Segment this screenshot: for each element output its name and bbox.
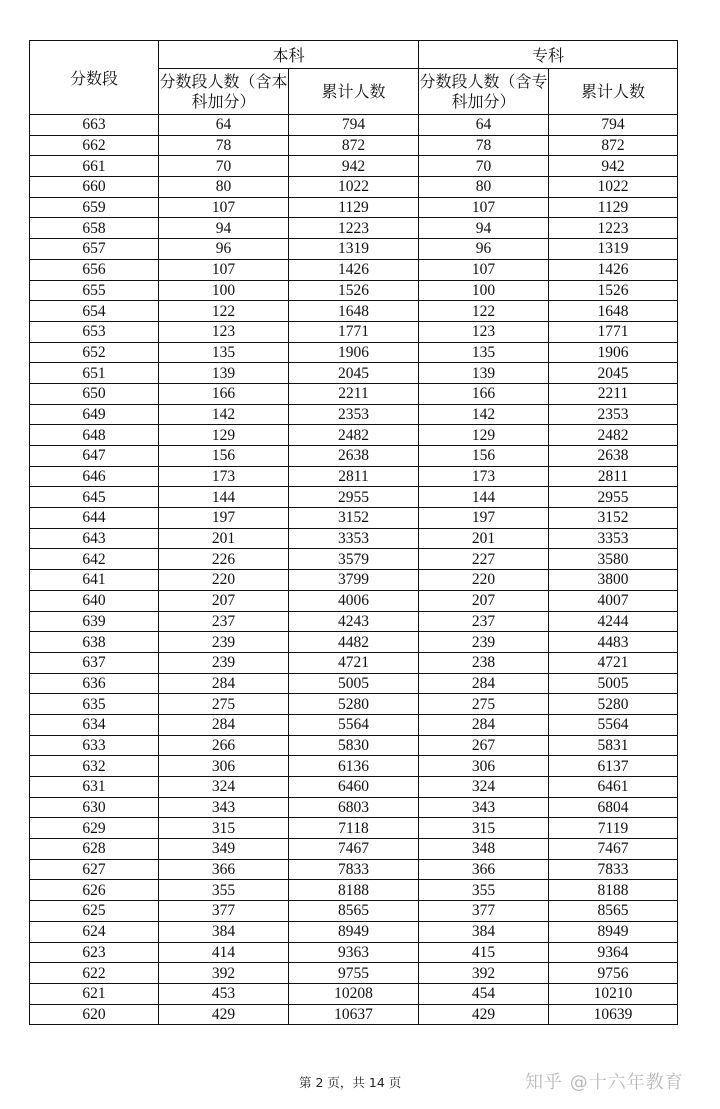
cell-score: 654	[30, 301, 159, 322]
cell-score: 657	[30, 239, 159, 260]
cell-undergrad-cumulative: 2211	[289, 383, 419, 404]
cell-undergrad-cumulative: 2811	[289, 466, 419, 487]
cell-junior-count: 366	[419, 859, 549, 880]
cell-junior-cumulative: 2211	[549, 383, 678, 404]
cell-undergrad-count: 70	[159, 156, 289, 177]
cell-undergrad-count: 220	[159, 570, 289, 591]
cell-junior-cumulative: 7119	[549, 818, 678, 839]
cell-junior-cumulative: 6461	[549, 777, 678, 798]
header-score-segment: 分数段	[30, 41, 159, 115]
cell-score: 640	[30, 590, 159, 611]
cell-junior-cumulative: 3152	[549, 508, 678, 529]
cell-undergrad-cumulative: 7118	[289, 818, 419, 839]
cell-junior-count: 107	[419, 259, 549, 280]
cell-score: 633	[30, 735, 159, 756]
cell-undergrad-count: 96	[159, 239, 289, 260]
cell-junior-cumulative: 1771	[549, 321, 678, 342]
cell-score: 652	[30, 342, 159, 363]
cell-score: 622	[30, 963, 159, 984]
cell-junior-cumulative: 3353	[549, 528, 678, 549]
table-row	[30, 446, 678, 467]
cell-undergrad-count: 384	[159, 921, 289, 942]
cell-junior-cumulative: 2482	[549, 425, 678, 446]
page-number: 第 2 页，共 14 页	[299, 1075, 402, 1090]
cell-junior-cumulative: 1426	[549, 259, 678, 280]
cell-junior-count: 324	[419, 777, 549, 798]
cell-score: 658	[30, 218, 159, 239]
cell-junior-cumulative: 5831	[549, 735, 678, 756]
table-row	[30, 549, 678, 570]
table-row	[30, 777, 678, 798]
table-row	[30, 508, 678, 529]
table-row	[30, 570, 678, 591]
header-undergrad-cumulative: 累计人数	[289, 69, 419, 115]
cell-undergrad-count: 392	[159, 963, 289, 984]
header-undergrad: 本科	[159, 41, 419, 69]
table-row	[30, 259, 678, 280]
cell-undergrad-count: 201	[159, 528, 289, 549]
cell-junior-cumulative: 1648	[549, 301, 678, 322]
cell-junior-count: 306	[419, 756, 549, 777]
cell-junior-cumulative: 8188	[549, 880, 678, 901]
cell-junior-count: 315	[419, 818, 549, 839]
cell-junior-cumulative: 8565	[549, 901, 678, 922]
table-row	[30, 839, 678, 860]
cell-junior-cumulative: 3580	[549, 549, 678, 570]
cell-junior-cumulative: 4483	[549, 632, 678, 653]
cell-score: 660	[30, 177, 159, 198]
table-row	[30, 156, 678, 177]
table-row	[30, 280, 678, 301]
cell-undergrad-count: 343	[159, 797, 289, 818]
cell-junior-count: 415	[419, 942, 549, 963]
cell-undergrad-count: 266	[159, 735, 289, 756]
cell-undergrad-count: 306	[159, 756, 289, 777]
cell-junior-count: 275	[419, 694, 549, 715]
cell-junior-cumulative: 10639	[549, 1004, 678, 1025]
cell-undergrad-count: 284	[159, 714, 289, 735]
cell-junior-cumulative: 872	[549, 135, 678, 156]
cell-undergrad-cumulative: 6803	[289, 797, 419, 818]
table-row	[30, 404, 678, 425]
cell-undergrad-cumulative: 794	[289, 115, 419, 136]
cell-junior-count: 284	[419, 714, 549, 735]
cell-score: 627	[30, 859, 159, 880]
cell-junior-count: 80	[419, 177, 549, 198]
cell-score: 644	[30, 508, 159, 529]
cell-junior-count: 173	[419, 466, 549, 487]
cell-undergrad-cumulative: 6460	[289, 777, 419, 798]
table-row	[30, 880, 678, 901]
table-row	[30, 321, 678, 342]
cell-score: 656	[30, 259, 159, 280]
cell-junior-cumulative: 5005	[549, 673, 678, 694]
cell-undergrad-count: 107	[159, 259, 289, 280]
cell-undergrad-cumulative: 8565	[289, 901, 419, 922]
cell-undergrad-count: 207	[159, 590, 289, 611]
cell-undergrad-cumulative: 3579	[289, 549, 419, 570]
cell-score: 661	[30, 156, 159, 177]
table-row	[30, 342, 678, 363]
cell-junior-cumulative: 7467	[549, 839, 678, 860]
cell-junior-cumulative: 6137	[549, 756, 678, 777]
cell-undergrad-cumulative: 5005	[289, 673, 419, 694]
table-row	[30, 115, 678, 136]
cell-junior-count: 348	[419, 839, 549, 860]
cell-undergrad-cumulative: 4243	[289, 611, 419, 632]
header-junior: 专科	[419, 41, 678, 69]
cell-undergrad-count: 453	[159, 983, 289, 1004]
cell-score: 646	[30, 466, 159, 487]
cell-undergrad-count: 80	[159, 177, 289, 198]
cell-score: 655	[30, 280, 159, 301]
cell-undergrad-count: 197	[159, 508, 289, 529]
cell-junior-count: 135	[419, 342, 549, 363]
cell-score: 643	[30, 528, 159, 549]
cell-junior-cumulative: 794	[549, 115, 678, 136]
table-row	[30, 632, 678, 653]
table-row	[30, 135, 678, 156]
cell-undergrad-cumulative: 1771	[289, 321, 419, 342]
cell-undergrad-count: 64	[159, 115, 289, 136]
cell-junior-cumulative: 7833	[549, 859, 678, 880]
cell-undergrad-count: 122	[159, 301, 289, 322]
cell-score: 625	[30, 901, 159, 922]
cell-junior-count: 64	[419, 115, 549, 136]
table-row	[30, 425, 678, 446]
cell-score: 636	[30, 673, 159, 694]
cell-junior-cumulative: 1022	[549, 177, 678, 198]
table-row	[30, 797, 678, 818]
cell-undergrad-cumulative: 2045	[289, 363, 419, 384]
cell-junior-count: 144	[419, 487, 549, 508]
cell-undergrad-cumulative: 3353	[289, 528, 419, 549]
cell-undergrad-cumulative: 1526	[289, 280, 419, 301]
table-row	[30, 528, 678, 549]
cell-undergrad-count: 156	[159, 446, 289, 467]
cell-score: 641	[30, 570, 159, 591]
cell-undergrad-count: 135	[159, 342, 289, 363]
cell-junior-count: 100	[419, 280, 549, 301]
cell-undergrad-cumulative: 8949	[289, 921, 419, 942]
cell-junior-cumulative: 5564	[549, 714, 678, 735]
table-row	[30, 714, 678, 735]
cell-score: 651	[30, 363, 159, 384]
cell-score: 620	[30, 1004, 159, 1025]
cell-junior-cumulative: 2955	[549, 487, 678, 508]
cell-undergrad-cumulative: 3152	[289, 508, 419, 529]
cell-undergrad-count: 144	[159, 487, 289, 508]
cell-undergrad-cumulative: 7467	[289, 839, 419, 860]
cell-undergrad-count: 414	[159, 942, 289, 963]
cell-score: 659	[30, 197, 159, 218]
cell-undergrad-count: 226	[159, 549, 289, 570]
cell-undergrad-count: 355	[159, 880, 289, 901]
cell-undergrad-cumulative: 2353	[289, 404, 419, 425]
cell-junior-count: 78	[419, 135, 549, 156]
cell-junior-count: 197	[419, 508, 549, 529]
cell-junior-count: 239	[419, 632, 549, 653]
cell-junior-count: 355	[419, 880, 549, 901]
cell-undergrad-count: 166	[159, 383, 289, 404]
cell-score: 653	[30, 321, 159, 342]
cell-score: 632	[30, 756, 159, 777]
cell-score: 637	[30, 652, 159, 673]
table-row	[30, 963, 678, 984]
cell-junior-cumulative: 1526	[549, 280, 678, 301]
cell-junior-cumulative: 1223	[549, 218, 678, 239]
cell-junior-cumulative: 4721	[549, 652, 678, 673]
cell-junior-count: 94	[419, 218, 549, 239]
cell-undergrad-cumulative: 10208	[289, 983, 419, 1004]
cell-undergrad-cumulative: 1648	[289, 301, 419, 322]
cell-junior-count: 156	[419, 446, 549, 467]
cell-score: 639	[30, 611, 159, 632]
cell-undergrad-cumulative: 5564	[289, 714, 419, 735]
table-row	[30, 363, 678, 384]
cell-score: 650	[30, 383, 159, 404]
cell-junior-count: 139	[419, 363, 549, 384]
cell-junior-count: 122	[419, 301, 549, 322]
cell-undergrad-cumulative: 872	[289, 135, 419, 156]
cell-junior-cumulative: 9364	[549, 942, 678, 963]
cell-undergrad-count: 123	[159, 321, 289, 342]
cell-undergrad-count: 324	[159, 777, 289, 798]
cell-undergrad-cumulative: 3799	[289, 570, 419, 591]
cell-score: 662	[30, 135, 159, 156]
cell-junior-cumulative: 3800	[549, 570, 678, 591]
cell-score: 645	[30, 487, 159, 508]
cell-score: 628	[30, 839, 159, 860]
table-row	[30, 197, 678, 218]
cell-undergrad-count: 78	[159, 135, 289, 156]
cell-undergrad-count: 100	[159, 280, 289, 301]
cell-undergrad-count: 349	[159, 839, 289, 860]
cell-undergrad-count: 94	[159, 218, 289, 239]
cell-junior-count: 123	[419, 321, 549, 342]
table-row	[30, 590, 678, 611]
cell-score: 647	[30, 446, 159, 467]
cell-junior-count: 384	[419, 921, 549, 942]
cell-score: 638	[30, 632, 159, 653]
cell-junior-cumulative: 2811	[549, 466, 678, 487]
cell-undergrad-cumulative: 9755	[289, 963, 419, 984]
cell-undergrad-cumulative: 2955	[289, 487, 419, 508]
cell-junior-count: 429	[419, 1004, 549, 1025]
cell-junior-count: 207	[419, 590, 549, 611]
table-row	[30, 487, 678, 508]
cell-undergrad-count: 139	[159, 363, 289, 384]
cell-junior-count: 454	[419, 983, 549, 1004]
header-row-groups	[30, 41, 678, 69]
cell-undergrad-cumulative: 1223	[289, 218, 419, 239]
header-undergrad-count: 分数段人数（含本科加分）	[159, 69, 289, 115]
table-row	[30, 218, 678, 239]
cell-junior-cumulative: 942	[549, 156, 678, 177]
cell-junior-cumulative: 1319	[549, 239, 678, 260]
cell-junior-count: 70	[419, 156, 549, 177]
cell-junior-count: 343	[419, 797, 549, 818]
cell-junior-cumulative: 1906	[549, 342, 678, 363]
cell-undergrad-cumulative: 5830	[289, 735, 419, 756]
cell-junior-cumulative: 6804	[549, 797, 678, 818]
cell-junior-cumulative: 9756	[549, 963, 678, 984]
cell-undergrad-cumulative: 4721	[289, 652, 419, 673]
header-junior-cumulative: 累计人数	[549, 69, 678, 115]
cell-score: 630	[30, 797, 159, 818]
cell-undergrad-count: 173	[159, 466, 289, 487]
table-row	[30, 756, 678, 777]
table-row	[30, 901, 678, 922]
table-row	[30, 694, 678, 715]
cell-undergrad-count: 129	[159, 425, 289, 446]
cell-junior-cumulative: 2353	[549, 404, 678, 425]
cell-undergrad-count: 366	[159, 859, 289, 880]
cell-score: 649	[30, 404, 159, 425]
cell-junior-count: 377	[419, 901, 549, 922]
cell-undergrad-cumulative: 7833	[289, 859, 419, 880]
header-junior-count: 分数段人数（含专科加分）	[419, 69, 549, 115]
cell-junior-count: 107	[419, 197, 549, 218]
cell-undergrad-count: 239	[159, 632, 289, 653]
cell-undergrad-cumulative: 2482	[289, 425, 419, 446]
table-row	[30, 942, 678, 963]
table-body	[30, 115, 678, 1025]
table-row	[30, 239, 678, 260]
cell-undergrad-cumulative: 4482	[289, 632, 419, 653]
table-row	[30, 652, 678, 673]
cell-undergrad-cumulative: 5280	[289, 694, 419, 715]
cell-undergrad-count: 284	[159, 673, 289, 694]
cell-undergrad-cumulative: 1129	[289, 197, 419, 218]
table-row	[30, 177, 678, 198]
cell-undergrad-cumulative: 1319	[289, 239, 419, 260]
cell-junior-count: 96	[419, 239, 549, 260]
cell-undergrad-count: 275	[159, 694, 289, 715]
cell-score: 623	[30, 942, 159, 963]
table-row	[30, 301, 678, 322]
table-row	[30, 818, 678, 839]
cell-junior-count: 129	[419, 425, 549, 446]
cell-junior-count: 201	[419, 528, 549, 549]
cell-score: 635	[30, 694, 159, 715]
cell-undergrad-count: 377	[159, 901, 289, 922]
cell-junior-count: 267	[419, 735, 549, 756]
cell-junior-count: 284	[419, 673, 549, 694]
cell-score: 629	[30, 818, 159, 839]
cell-undergrad-count: 237	[159, 611, 289, 632]
cell-score: 631	[30, 777, 159, 798]
cell-score: 621	[30, 983, 159, 1004]
cell-junior-cumulative: 1129	[549, 197, 678, 218]
cell-junior-cumulative: 10210	[549, 983, 678, 1004]
cell-undergrad-cumulative: 9363	[289, 942, 419, 963]
cell-undergrad-count: 315	[159, 818, 289, 839]
cell-undergrad-count: 142	[159, 404, 289, 425]
table-row	[30, 611, 678, 632]
table-row	[30, 1004, 678, 1025]
cell-undergrad-cumulative: 6136	[289, 756, 419, 777]
cell-undergrad-cumulative: 1426	[289, 259, 419, 280]
cell-score: 648	[30, 425, 159, 446]
cell-undergrad-cumulative: 942	[289, 156, 419, 177]
table-row	[30, 466, 678, 487]
cell-undergrad-count: 239	[159, 652, 289, 673]
cell-junior-cumulative: 8949	[549, 921, 678, 942]
cell-junior-cumulative: 4007	[549, 590, 678, 611]
cell-undergrad-cumulative: 1906	[289, 342, 419, 363]
cell-junior-count: 220	[419, 570, 549, 591]
table-row	[30, 735, 678, 756]
table-row	[30, 983, 678, 1004]
cell-score: 626	[30, 880, 159, 901]
table-row	[30, 383, 678, 404]
cell-score: 624	[30, 921, 159, 942]
cell-junior-count: 142	[419, 404, 549, 425]
cell-junior-cumulative: 4244	[549, 611, 678, 632]
cell-score: 642	[30, 549, 159, 570]
cell-score: 634	[30, 714, 159, 735]
cell-junior-count: 166	[419, 383, 549, 404]
cell-undergrad-count: 107	[159, 197, 289, 218]
cell-junior-count: 227	[419, 549, 549, 570]
cell-undergrad-cumulative: 2638	[289, 446, 419, 467]
cell-undergrad-cumulative: 10637	[289, 1004, 419, 1025]
table-row	[30, 921, 678, 942]
cell-score: 663	[30, 115, 159, 136]
cell-undergrad-count: 429	[159, 1004, 289, 1025]
cell-undergrad-cumulative: 4006	[289, 590, 419, 611]
cell-junior-cumulative: 2045	[549, 363, 678, 384]
cell-undergrad-cumulative: 1022	[289, 177, 419, 198]
cell-junior-cumulative: 2638	[549, 446, 678, 467]
cell-junior-count: 237	[419, 611, 549, 632]
table-row	[30, 859, 678, 880]
cell-junior-count: 392	[419, 963, 549, 984]
watermark: 知乎 @十六年教育	[525, 1072, 684, 1093]
cell-undergrad-cumulative: 8188	[289, 880, 419, 901]
cell-junior-count: 238	[419, 652, 549, 673]
cell-junior-cumulative: 5280	[549, 694, 678, 715]
table-row	[30, 673, 678, 694]
score-distribution-table	[29, 40, 678, 1025]
